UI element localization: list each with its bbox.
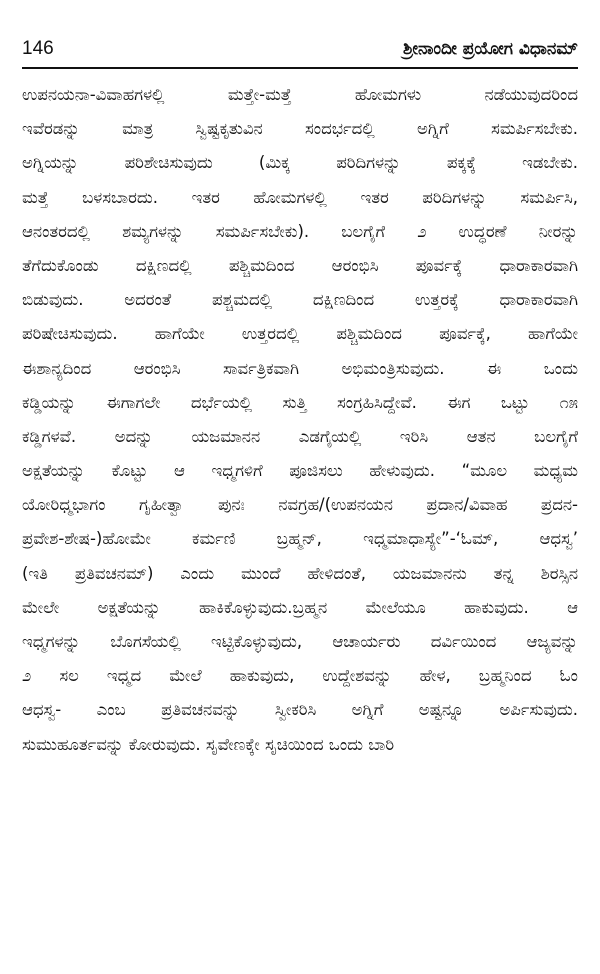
text-line: ಅಕ್ಷತೆಯನ್ನು ಕೊಟ್ಟು ಆ ಇಧ್ಮಗಳಿಗೆ ಪೂಜಿಸಲು ಹೇಳುವುದು. “ಮೂಲ ಮಧ್ಯಮ [22, 461, 578, 481]
running-title: ಶ್ರೀನಾಂದೀ ಪ್ರಯೋಗ ವಿಧಾನಮ್ [403, 39, 578, 59]
text-line: ಉಪನಯನಾ-ವಿವಾಹಗಳಲ್ಲಿ ಮತ್ತೇ-ಮತ್ತೆ ಹೋಮಗಳು ನಡೆಯುವುದರಿಂದ [22, 85, 578, 104]
text-line: ಸುಮುಹೂರ್ತವನ್ನು ಕೋರುವುದು. ಸೃವೇಣಕ್ಕೇ ಸೃಚಿಯಿಂದ ಒಂದು ಬಾರಿ [22, 734, 395, 754]
text-line: ಆನಂತರದಲ್ಲಿ ಶಮ್ಯಗಳನ್ನು ಸಮರ್ಪಿಸಬೇಕು). ಬಲಗೈಗೆ ೨ ಉದ್ಧರಣೆ ನೀರನ್ನು [22, 221, 578, 241]
page-number: 146 [22, 38, 54, 59]
text-line: ತೆಗೆದುಕೊಂಡು ದಕ್ಷಿಣದಲ್ಲಿ ಪಶ್ಚಿಮದಿಂದ ಆರಂಭಿಸಿ ಪೂರ್ವಕ್ಕೆ ಧಾರಾಕಾರವಾಗಿ [22, 255, 578, 275]
text-line: ಮತ್ತೆ ಬಳಸಬಾರದು. ಇತರ ಹೋಮಗಳಲ್ಲಿ ಇತರ ಪರಿದಿಗಳನ್ನು ಸಮರ್ಪಿಸಿ, [22, 187, 578, 207]
text-line: ಮೇಲೇ ಅಕ್ಷತೆಯನ್ನು ಹಾಕಿಕೊಳ್ಳುವುದು.ಬ್ರಹ್ಮನ ಮೇಲೆಯೂ ಹಾಕುವುದು. ಆ [22, 597, 578, 617]
text-line: ಈಶಾನ್ಯದಿಂದ ಆರಂಭಿಸಿ ಸಾರ್ವತ್ರಿಕವಾಗಿ ಅಭಿಮಂತ್ರಿಸುವುದು. ಈ ಒಂದು [22, 358, 578, 378]
text-line: ಯೋರಿಧ್ಮಭಾಗಂ ಗೃಹೀತ್ವಾ ಪುನಃ ನವಗ್ರಹ/(ಉಪನಯನ ಪ್ರದಾನ/ವಿವಾಹ ಪ್ರದನ- [22, 495, 578, 515]
body-text [22, 78, 578, 762]
text-line: ೨ ಸಲ ಇಧ್ಮದ ಮೇಲೆ ಹಾಕುವುದು, ಉದ್ದೇಶವನ್ನು ಹೇಳ, ಬ್ರಹ್ಮನಿಂದ ಓಂ [22, 666, 578, 686]
header-rule [22, 67, 578, 69]
text-line: ಅಗ್ನಿಯನ್ನು ಪರಿಶೇಚಿಸುವುದು (ಮಿಕ್ಕ ಪರಿದಿಗಳನ್ನು ಪಕ್ಕಕ್ಕೆ ಇಡಬೇಕು. [22, 153, 578, 173]
page-header [22, 38, 578, 64]
text-line: ಪರಿಷೇಚಿಸುವುದು. ಹಾಗೆಯೇ ಉತ್ತರದಲ್ಲಿ ಪಶ್ಚಿಮದಿಂದ ಪೂರ್ವಕ್ಕೆ, ಹಾಗೆಯೇ [22, 324, 578, 344]
text-line: ಇಧ್ಮಗಳನ್ನು ಬೊಗಸೆಯಲ್ಲಿ ಇಟ್ಟಿಕೊಳ್ಳುವುದು, ಆಚಾರ್ಯರು ದರ್ವಿಯಿಂದ ಆಜ್ಯವನ್ನು [22, 632, 578, 651]
text-line: ಬಿಡುವುದು. ಅದರಂತೆ ಪಶ್ಚಮದಲ್ಲಿ ದಕ್ಷಿಣದಿಂದ ಉತ್ತರಕ್ಕೆ ಧಾರಾಕಾರವಾಗಿ [22, 290, 578, 310]
text-line: ಕಡ್ಡಿಗಳವೆ. ಅದನ್ನು ಯಜಮಾನನ ಎಡಗೈಯಲ್ಲಿ ಇರಿಸಿ ಆತನ ಬಲಗೈಗೆ [22, 426, 578, 446]
text-line: ಪ್ರವೇಶ-ಶೇಷ-)ಹೋಮೇ ಕರ್ಮಣಿ ಬ್ರಹ್ಮನ್, ಇಧ್ಮಮಾಧಾಸ್ಯೇ”-‘ಓಮ್, ಆಧಸ್ವ’ [22, 529, 578, 549]
text-line: ಆಧಸ್ವ- ಎಂಬ ಪ್ರತಿವಚನವನ್ನು ಸ್ವೀಕರಿಸಿ ಅಗ್ನಿಗೆ ಅಷ್ಟನ್ನೂ ಅರ್ಪಿಸುವುದು. [22, 700, 578, 720]
text-line: ಕಡ್ಡಿಯನ್ನು ಈಗಾಗಲೇ ದರ್ಭೆಯಲ್ಲಿ ಸುತ್ತಿ ಸಂಗ್ರಹಿಸಿದ್ದೇವೆ. ಈಗ ಒಟ್ಟು ೧೫ [22, 392, 578, 412]
text-line: (ಇತಿ ಪ್ರತಿವಚನಮ್) ಎಂದು ಮುಂದೆ ಹೇಳಿದಂತೆ, ಯಜಮಾನನು ತನ್ನ ಶಿರಸ್ಸಿನ [22, 563, 578, 583]
text-line: ಇವೆರಡನ್ನು ಮಾತ್ರ ಸ್ವಿಷ್ಟಕೃತುವಿನ ಸಂದರ್ಭದಲ್ಲಿ ಅಗ್ನಿಗೆ ಸಮರ್ಪಿಸಬೇಕು. [22, 119, 578, 139]
